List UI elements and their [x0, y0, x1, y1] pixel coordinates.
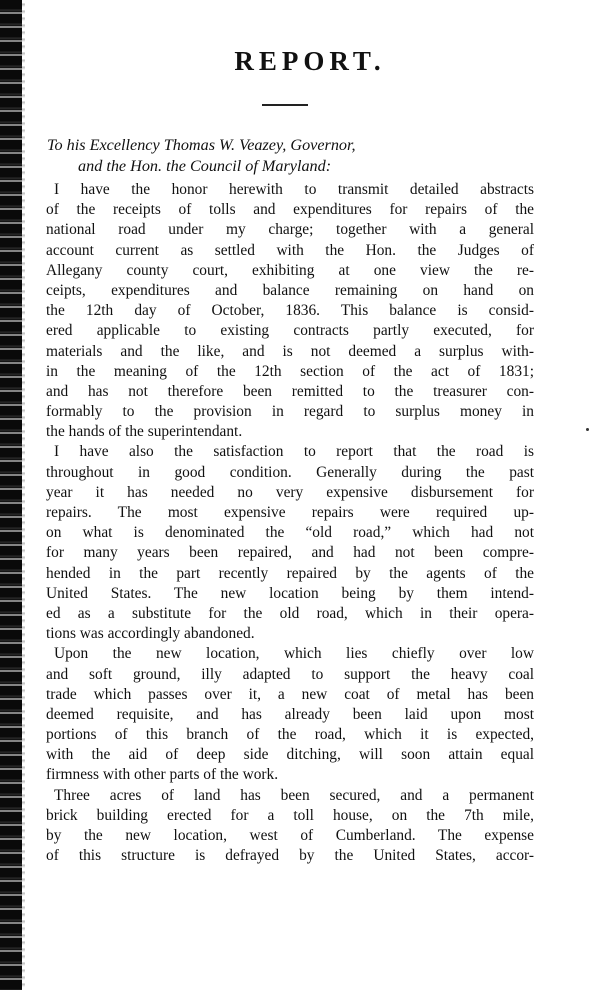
text-line: the 12th day of October, 1836. This balance is consid-	[46, 302, 534, 320]
text-line: ed as a substitute for the old road, which in their opera-	[46, 604, 534, 622]
text-line: of the receipts of tolls and expenditures for repairs of the	[46, 201, 534, 219]
text-line: and soft ground, illy adapted to support the heavy coal	[46, 665, 534, 683]
text-line: the hands of the superintendant.	[46, 423, 243, 441]
text-line: I have also the satisfaction to report that the road is	[54, 443, 534, 461]
text-line: with the aid of deep side ditching, will soon attain equal	[46, 746, 534, 764]
page-gutter	[22, 0, 25, 990]
text-line: repairs. The most expensive repairs were required up-	[46, 504, 534, 521]
text-line: year it has needed no very expensive disbursement for	[46, 483, 534, 501]
text-line: in the meaning of the 12th section of the act of 1831;	[46, 362, 534, 380]
text-line: tions was accordingly abandoned.	[46, 625, 255, 643]
text-line: United States. The new location being by them intend-	[46, 584, 534, 602]
text-line: I have the honor herewith to transmit detailed abstracts	[54, 181, 534, 198]
text-line: throughout in good condition. Generally during the past	[46, 463, 534, 481]
text-line: materials and the like, and is not deemed a surplus with-	[46, 342, 534, 360]
text-line: on what is denominated the “old road,” which had not	[46, 524, 534, 542]
text-line: deemed requisite, and has already been laid upon most	[46, 705, 534, 723]
text-line: portions of this branch of the road, which it is expected,	[46, 726, 534, 744]
text-line: trade which passes over it, a new coat of metal has been	[46, 685, 534, 703]
text-line: for many years been repaired, and had not been compre-	[46, 544, 534, 562]
text-line: ceipts, expenditures and balance remaining on hand on	[46, 281, 534, 299]
text-line: Upon the new location, which lies chiefly over low	[54, 645, 534, 663]
text-line: of this structure is defrayed by the United States, accor-	[46, 847, 534, 865]
body-text	[46, 180, 534, 866]
text-line: formably to the provision in regard to surplus money in	[46, 403, 534, 421]
book-binding-edge	[0, 0, 22, 990]
title-divider	[262, 104, 308, 106]
page-title: REPORT.	[234, 46, 386, 76]
text-line: brick building erected for a toll house, on the 7th mile,	[46, 806, 534, 824]
text-line: and has not therefore been remitted to the treasurer con-	[46, 382, 534, 400]
text-line: Allegany county court, exhibiting at one view the re-	[46, 261, 534, 279]
text-line: firmness with other parts of the work.	[46, 766, 279, 784]
text-line: by the new location, west of Cumberland. The expense	[46, 827, 534, 844]
text-line: national road under my charge; together with a general	[46, 221, 534, 239]
text-line: ered applicable to existing contracts partly executed, for	[46, 322, 534, 340]
text-line: hended in the part recently repaired by the agents of the	[46, 564, 534, 582]
salutation-line-1: To his Excellency Thomas W. Veazey, Governor,	[47, 136, 356, 154]
text-line: account current as settled with the Hon. the Judges of	[46, 241, 534, 259]
document-page	[30, 0, 590, 990]
salutation-line-2: and the Hon. the Council of Maryland:	[78, 157, 332, 175]
text-line: Three acres of land has been secured, and a permanent	[54, 786, 534, 804]
ink-speck	[586, 428, 589, 431]
